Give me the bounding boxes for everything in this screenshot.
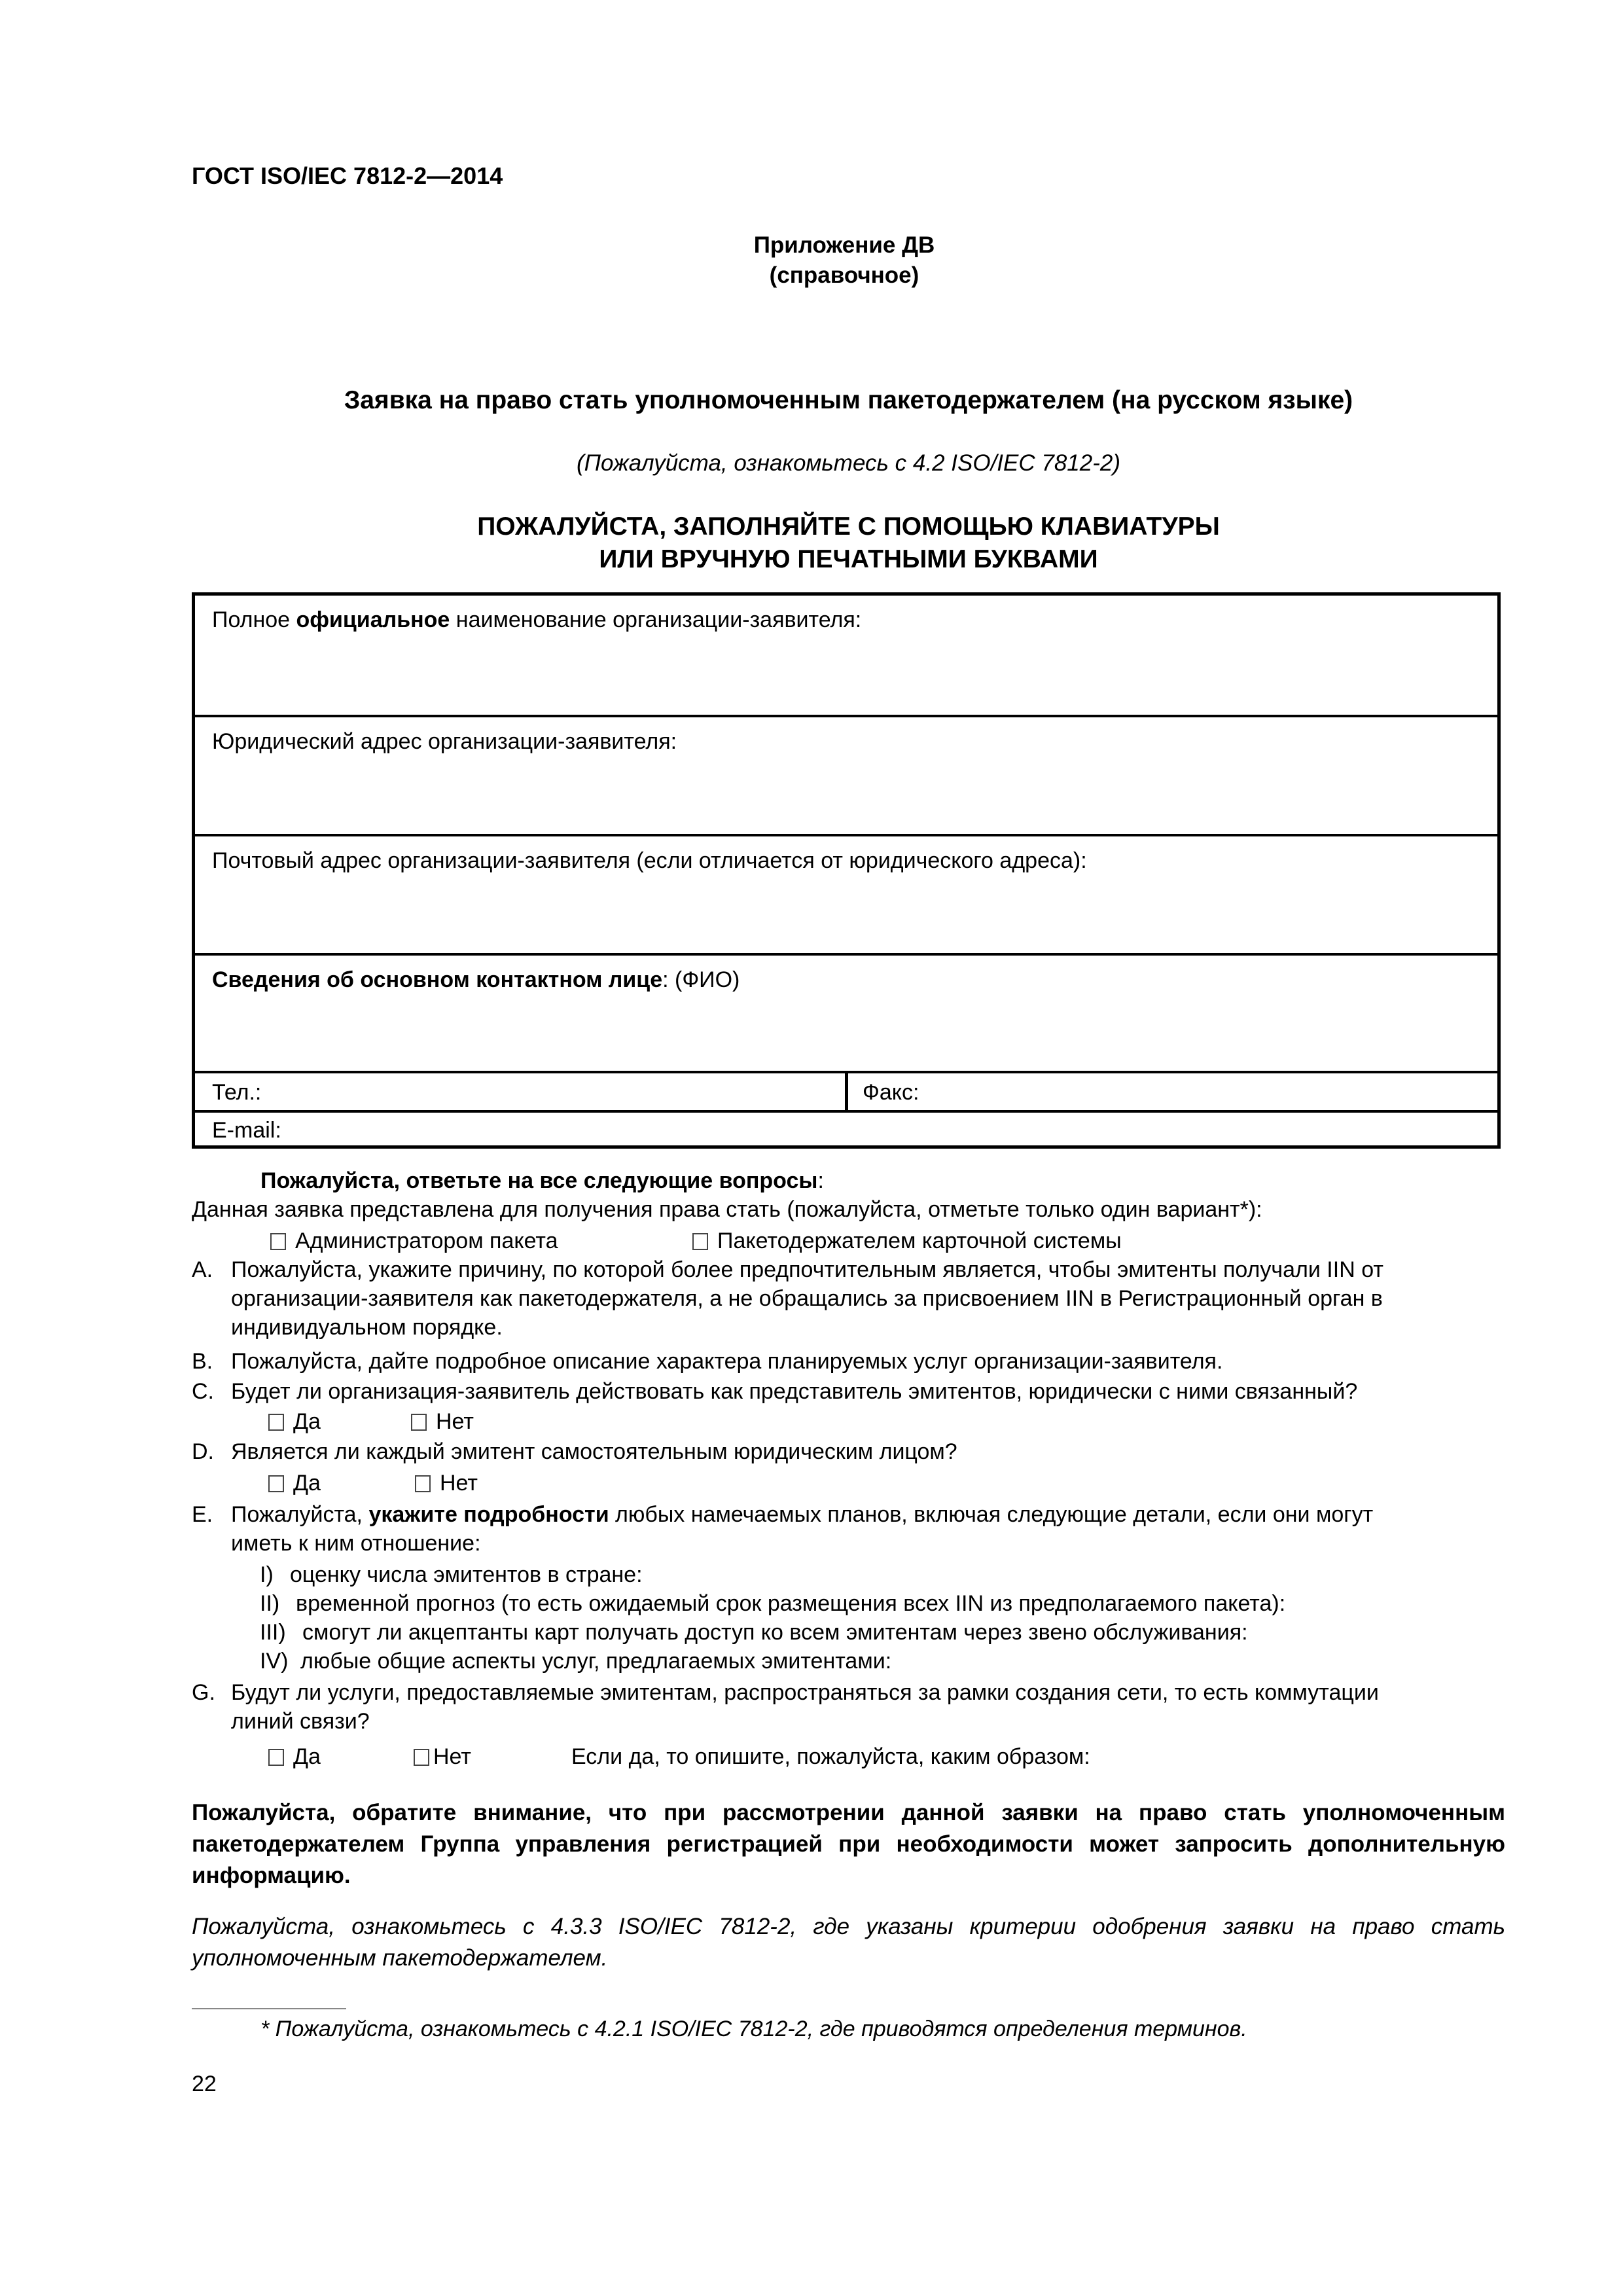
fax-label: Факс:	[863, 1080, 919, 1105]
question-a-line-1: Пожалуйста, укажите причину, по которой более предпочтительным является, чтобы эмитенты получали IIN от	[231, 1257, 1383, 1282]
question-c-yes-label: Да	[293, 1409, 321, 1434]
fill-instruction-line-2: ИЛИ ВРУЧНУЮ ПЕЧАТНЫМИ БУКВАМИ	[599, 545, 1098, 573]
postal-address-field[interactable]	[195, 836, 1497, 956]
question-e-bold: укажите подробности	[368, 1502, 609, 1527]
question-g	[231, 1678, 1501, 1736]
document-title: Заявка на право стать уполномоченным пакетодержателем (на русском языке)	[344, 386, 1353, 414]
question-e-line-2: иметь к ним отношение:	[231, 1531, 481, 1556]
page-number: 22	[192, 2072, 217, 2096]
e-item-1: оценку числа эмитентов в стране:	[290, 1562, 643, 1587]
attention-note: Пожалуйста, обратите внимание, что при рассмотрении данной заявки на право стать уполномоченным пакетодержателем Группа управления регистрацией при необходимости может запросить дополнительную информацию.	[192, 1800, 1505, 1888]
email-field[interactable]	[195, 1113, 1497, 1143]
fill-instruction	[192, 511, 1505, 576]
e-item-3-num: III)	[260, 1620, 286, 1645]
postal-address-label: Почтовый адрес организации-заявителя (если отличается от юридического адреса):	[212, 848, 1087, 873]
question-b-letter: B.	[192, 1349, 213, 1374]
question-g-yes-label: Да	[293, 1744, 321, 1769]
question-g-if-yes: Если да, то опишите, пожалуйста, каким образом:	[571, 1744, 1090, 1769]
question-e	[231, 1500, 1501, 1558]
contact-person-label-bold: Сведения об основном контактном лице	[212, 967, 663, 992]
e-item-3: смогут ли акцептанты карт получать доступ ко всем эмитентам через звено обслуживания:	[302, 1620, 1248, 1645]
question-g-no-label: Нет	[433, 1744, 471, 1769]
footnote-divider	[192, 2008, 346, 2009]
legal-address-field[interactable]	[195, 717, 1497, 836]
org-name-label-bold: официальное	[296, 607, 450, 632]
question-a	[231, 1255, 1501, 1342]
e-item-2: временной прогноз (то есть ожидаемый срок размещения всех IIN из предполагаемого пакета):	[296, 1591, 1286, 1616]
option-holder-label: Пакетодержателем карточной системы	[717, 1229, 1122, 1253]
checkbox-c-yes[interactable]	[268, 1414, 284, 1431]
legal-address-label: Юридический адрес организации-заявителя:	[212, 729, 677, 754]
question-g-letter: G.	[192, 1680, 215, 1705]
standard-designation: ГОСТ ISO/IEC 7812-2—2014	[192, 162, 503, 189]
question-d: Является ли каждый эмитент самостоятельным юридическим лицом?	[231, 1439, 957, 1464]
checkbox-g-yes[interactable]	[268, 1749, 284, 1766]
purpose-question: Данная заявка представлена для получения права стать (пожалуйста, отметьте только один вариант*):	[192, 1197, 1262, 1222]
checkbox-d-yes[interactable]	[268, 1475, 284, 1492]
option-admin[interactable]	[270, 1227, 558, 1255]
org-name-label-post: наименование организации-заявителя:	[450, 607, 862, 632]
question-e-letter: E.	[192, 1502, 213, 1527]
e-item-4-num: IV)	[260, 1649, 289, 1674]
question-e-pre: Пожалуйста,	[231, 1502, 369, 1527]
appendix-title: Приложение ДВ	[753, 232, 935, 258]
criteria-note: Пожалуйста, ознакомьтесь с 4.3.3 ISO/IEC 7812-2, где указаны критерии одобрения заявки на право стать уполномоченным пакетодержателем.	[192, 1914, 1505, 1971]
question-d-no-label: Нет	[440, 1471, 478, 1496]
checkbox-admin[interactable]	[270, 1233, 286, 1250]
footnote: * Пожалуйста, ознакомьтесь с 4.2.1 ISO/IEC 7812-2, где приводятся определения терминов.	[260, 2017, 1247, 2041]
question-g-line-2: линий связи?	[231, 1709, 370, 1734]
question-a-line-3: индивидуальном порядке.	[231, 1315, 503, 1340]
checkbox-g-no[interactable]	[414, 1749, 429, 1766]
phone-fax-row	[195, 1073, 1497, 1113]
question-g-line-1: Будут ли услуги, предоставляемые эмитентам, распространяться за рамки создания сети, то есть коммутации	[231, 1680, 1379, 1705]
option-admin-label: Администратором пакета	[295, 1229, 558, 1253]
fill-instruction-line-1: ПОЖАЛУЙСТА, ЗАПОЛНЯЙТЕ С ПОМОЩЬЮ КЛАВИАТУРЫ	[477, 512, 1220, 541]
question-d-no[interactable]	[415, 1469, 478, 1498]
checkbox-d-no[interactable]	[415, 1475, 431, 1492]
contact-person-field[interactable]	[195, 956, 1497, 1073]
question-b: Пожалуйста, дайте подробное описание характера планируемых услуг организации-заявителя.	[231, 1349, 1223, 1374]
reference-note: (Пожалуйста, ознакомьтесь с 4.2 ISO/IEC 7812-2)	[577, 450, 1120, 476]
e-item-2-num: II)	[260, 1591, 280, 1616]
e-item-4: любые общие аспекты услуг, предлагаемых эмитентами:	[300, 1649, 892, 1674]
e-item-1-num: I)	[260, 1562, 274, 1587]
question-c: Будет ли организация-заявитель действовать как представитель эмитентов, юридически с ними связанный?	[231, 1379, 1358, 1404]
option-holder[interactable]	[692, 1227, 1122, 1255]
application-form	[192, 592, 1501, 1149]
appendix-type: (справочное)	[769, 262, 919, 288]
question-c-letter: C.	[192, 1379, 214, 1404]
phone-label: Тел.:	[212, 1080, 262, 1105]
question-c-yes[interactable]	[268, 1407, 321, 1436]
question-e-line-1	[231, 1500, 1501, 1529]
question-d-yes-label: Да	[293, 1471, 321, 1496]
question-g-no[interactable]	[414, 1742, 471, 1771]
questions-intro	[260, 1166, 824, 1195]
checkbox-c-no[interactable]	[411, 1414, 427, 1431]
email-label: E-mail:	[212, 1118, 281, 1143]
question-c-no[interactable]	[411, 1407, 474, 1436]
questions-intro-bold: Пожалуйста, ответьте на все следующие вопросы	[260, 1168, 818, 1193]
question-a-line-2: организации-заявителя как пакетодержателя, а не обращались за присвоением IIN в Регистрационный орган в	[231, 1286, 1383, 1311]
checkbox-holder[interactable]	[692, 1233, 708, 1250]
question-a-letter: A.	[192, 1257, 213, 1282]
question-e-post: любых намечаемых планов, включая следующие детали, если они могут	[609, 1502, 1374, 1527]
question-g-yes[interactable]	[268, 1742, 321, 1771]
questions-intro-colon: :	[817, 1168, 824, 1193]
appendix-heading	[681, 230, 1008, 291]
org-name-label-pre: Полное	[212, 607, 296, 632]
org-name-field[interactable]	[195, 596, 1497, 717]
question-d-yes[interactable]	[268, 1469, 321, 1498]
contact-person-label-post: : (ФИО)	[662, 967, 740, 992]
phone-field[interactable]	[195, 1073, 848, 1110]
fax-field[interactable]	[863, 1073, 919, 1105]
question-d-letter: D.	[192, 1439, 214, 1464]
question-c-no-label: Нет	[436, 1409, 474, 1434]
